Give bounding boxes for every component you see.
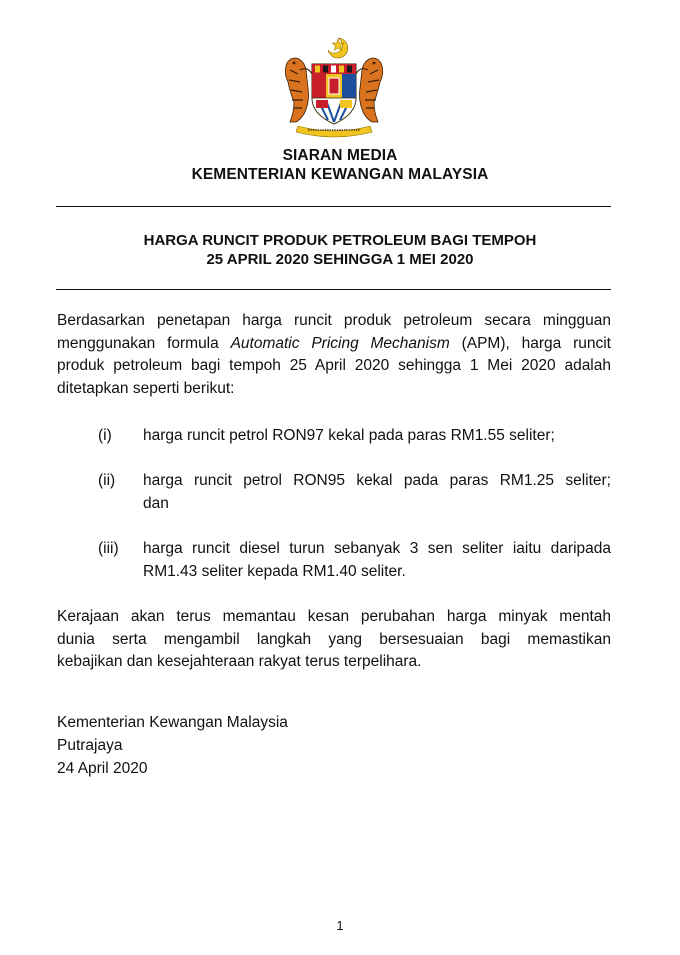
shield-icon	[312, 64, 356, 124]
intro-line-1: Berdasarkan penetapan harga runcit produk petroleum secara mingguan	[57, 312, 611, 329]
intro-line-4: ditetapkan seperti berikut:	[57, 379, 235, 397]
list-item-text	[143, 538, 611, 583]
intro-line-2-end: (APM), harga runcit	[449, 334, 611, 352]
divider-top	[56, 206, 611, 207]
signoff-date: 24 April 2020	[57, 760, 148, 777]
intro-line-2-start: menggunakan formula	[57, 334, 231, 352]
header-block	[0, 146, 680, 184]
header-line-2: KEMENTERIAN KEWANGAN MALAYSIA	[191, 166, 489, 183]
closing-line-1: Kerajaan akan terus memantau kesan perubahan harga minyak mentah	[57, 608, 611, 625]
press-release-title	[0, 231, 680, 269]
left-tiger-icon	[285, 58, 312, 122]
list-item-line: dan	[143, 494, 169, 512]
list-item-number: (i)	[98, 427, 112, 444]
intro-paragraph	[57, 310, 611, 400]
intro-line-2	[57, 333, 611, 356]
right-tiger-icon	[356, 58, 383, 122]
closing-line-2: dunia serta mengambil langkah yang bersesuaian bagi memastikan	[57, 630, 611, 648]
list-item-line: RM1.43 seliter kepada RM1.40 seliter.	[143, 562, 406, 580]
closing-paragraph	[57, 606, 611, 674]
signoff-place: Putrajaya	[57, 737, 123, 754]
title-line-1: HARGA RUNCIT PRODUK PETROLEUM BAGI TEMPOH	[143, 232, 537, 249]
signoff-org: Kementerian Kewangan Malaysia	[57, 714, 288, 731]
list-item-number: (ii)	[98, 472, 116, 489]
apm-term: Automatic Pricing Mechanism	[230, 334, 450, 352]
list-item-text	[143, 425, 611, 448]
intro-line-3: produk petroleum bagi tempoh 25 April 2020 sehingga 1 Mei 2020 adalah	[57, 357, 611, 374]
signoff-block	[57, 711, 288, 780]
divider-bottom	[56, 289, 611, 290]
closing-line-3: kebajikan dan kesejahteraan rakyat terus terpelihara.	[57, 653, 422, 670]
list-item-line: harga runcit petrol RON95 kekal pada paras RM1.25 seliter;	[143, 472, 611, 489]
list-item-line: harga runcit diesel turun sebanyak 3 sen seliter iaitu daripada	[143, 540, 611, 557]
list-item-number: (iii)	[98, 540, 119, 557]
malaysia-coat-of-arms-icon	[278, 36, 390, 140]
title-line-2: 25 APRIL 2020 SEHINGGA 1 MEI 2020	[206, 251, 474, 268]
list-item-line: harga runcit petrol RON97 kekal pada paras RM1.55 seliter;	[143, 427, 555, 444]
motto-scroll	[296, 126, 372, 137]
list-item-text	[143, 470, 611, 515]
header-line-1: SIARAN MEDIA	[282, 147, 398, 164]
page-number: 1	[336, 918, 344, 933]
